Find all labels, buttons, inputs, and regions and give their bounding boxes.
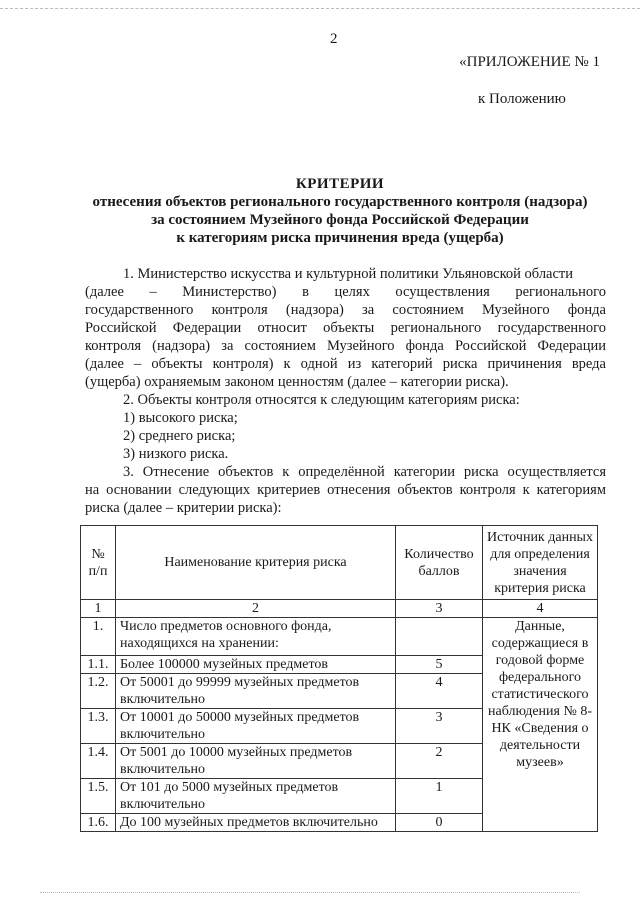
row-points: 5 <box>396 656 483 674</box>
row-num: 1.1. <box>81 656 116 674</box>
row-source: Данные, содержащиеся в годовой форме федерального статистического наблюдения № 8-НК «Сведения о деятельности музеев» <box>483 618 598 832</box>
header-number: 1 <box>81 600 116 618</box>
appendix-label: «ПРИЛОЖЕНИЕ № 1 <box>459 54 600 70</box>
paragraph-line: 1. Министерство искусства и культурной политики Ульяновской области <box>123 266 574 282</box>
row-points: 4 <box>396 674 483 709</box>
scan-edge-top <box>0 8 640 9</box>
row-points: 1 <box>396 779 483 814</box>
list-item: 2) среднего риска; <box>123 428 236 444</box>
row-num: 1.6. <box>81 814 116 832</box>
header-points: Количество баллов <box>396 526 483 600</box>
row-name: От 10001 до 50000 музейных предметов включительно <box>116 709 396 744</box>
row-name: От 50001 до 99999 музейных предметов включительно <box>116 674 396 709</box>
header-num: № п/п <box>81 526 116 600</box>
paragraph-line: 2. Объекты контроля относятся к следующим категориям риска: <box>123 392 520 408</box>
list-item: 3) низкого риска. <box>123 446 229 462</box>
header-number: 2 <box>116 600 396 618</box>
paragraph-line: риска (далее – критерии риска): <box>85 500 282 516</box>
row-points <box>396 618 483 656</box>
header-source: Источник данных для определения значения критерия риска <box>483 526 598 600</box>
row-points: 0 <box>396 814 483 832</box>
table-header-row <box>81 526 598 600</box>
paragraph-line: Российской Федерации относит объекты регионального государственного <box>85 320 606 336</box>
document-subtitle-line: к категориям риска причинения вреда (ущерба) <box>176 230 504 246</box>
paragraph-line: (далее – Министерство) в целях осуществления регионального <box>85 284 606 300</box>
scan-edge-bottom <box>40 892 580 893</box>
row-num: 1.3. <box>81 709 116 744</box>
row-name: От 5001 до 10000 музейных предметов включительно <box>116 744 396 779</box>
table-row <box>81 618 598 656</box>
header-number: 4 <box>483 600 598 618</box>
header-name: Наименование критерия риска <box>116 526 396 600</box>
paragraph-line: (ущерба) охраняемым законом ценностям (далее – категории риска). <box>85 374 509 390</box>
paragraph-line: государственного контроля (надзора) за состоянием Музейного фонда <box>85 302 606 318</box>
row-num: 1. <box>81 618 116 656</box>
page-number: 2 <box>330 31 338 47</box>
document-subtitle-line: за состоянием Музейного фонда Российской Федерации <box>151 212 529 228</box>
row-name: До 100 музейных предметов включительно <box>116 814 396 832</box>
row-name: От 101 до 5000 музейных предметов включительно <box>116 779 396 814</box>
row-points: 3 <box>396 709 483 744</box>
list-item: 1) высокого риска; <box>123 410 238 426</box>
document-title: КРИТЕРИИ <box>295 176 385 192</box>
appendix-reference: к Положению <box>478 91 566 107</box>
table-header-numbers-row <box>81 600 598 618</box>
paragraph-line: на основании следующих критериев отнесения объектов контроля к категориям <box>85 482 606 498</box>
header-number: 3 <box>396 600 483 618</box>
paragraph-line: контроля (надзора) за состоянием Музейного фонда Российской Федерации <box>85 338 606 354</box>
document-subtitle-line: отнесения объектов регионального государственного контроля (надзора) <box>92 194 588 210</box>
row-points: 2 <box>396 744 483 779</box>
paragraph-line: (далее – объекты контроля) к одной из категорий риска причинения вреда <box>85 356 606 372</box>
row-num: 1.4. <box>81 744 116 779</box>
row-name: Число предметов основного фонда, находящихся на хранении: <box>116 618 396 656</box>
paragraph-line: 3. Отнесение объектов к определённой категории риска осуществляется <box>123 464 606 480</box>
row-num: 1.2. <box>81 674 116 709</box>
row-num: 1.5. <box>81 779 116 814</box>
row-name: Более 100000 музейных предметов <box>116 656 396 674</box>
criteria-table <box>80 525 598 832</box>
